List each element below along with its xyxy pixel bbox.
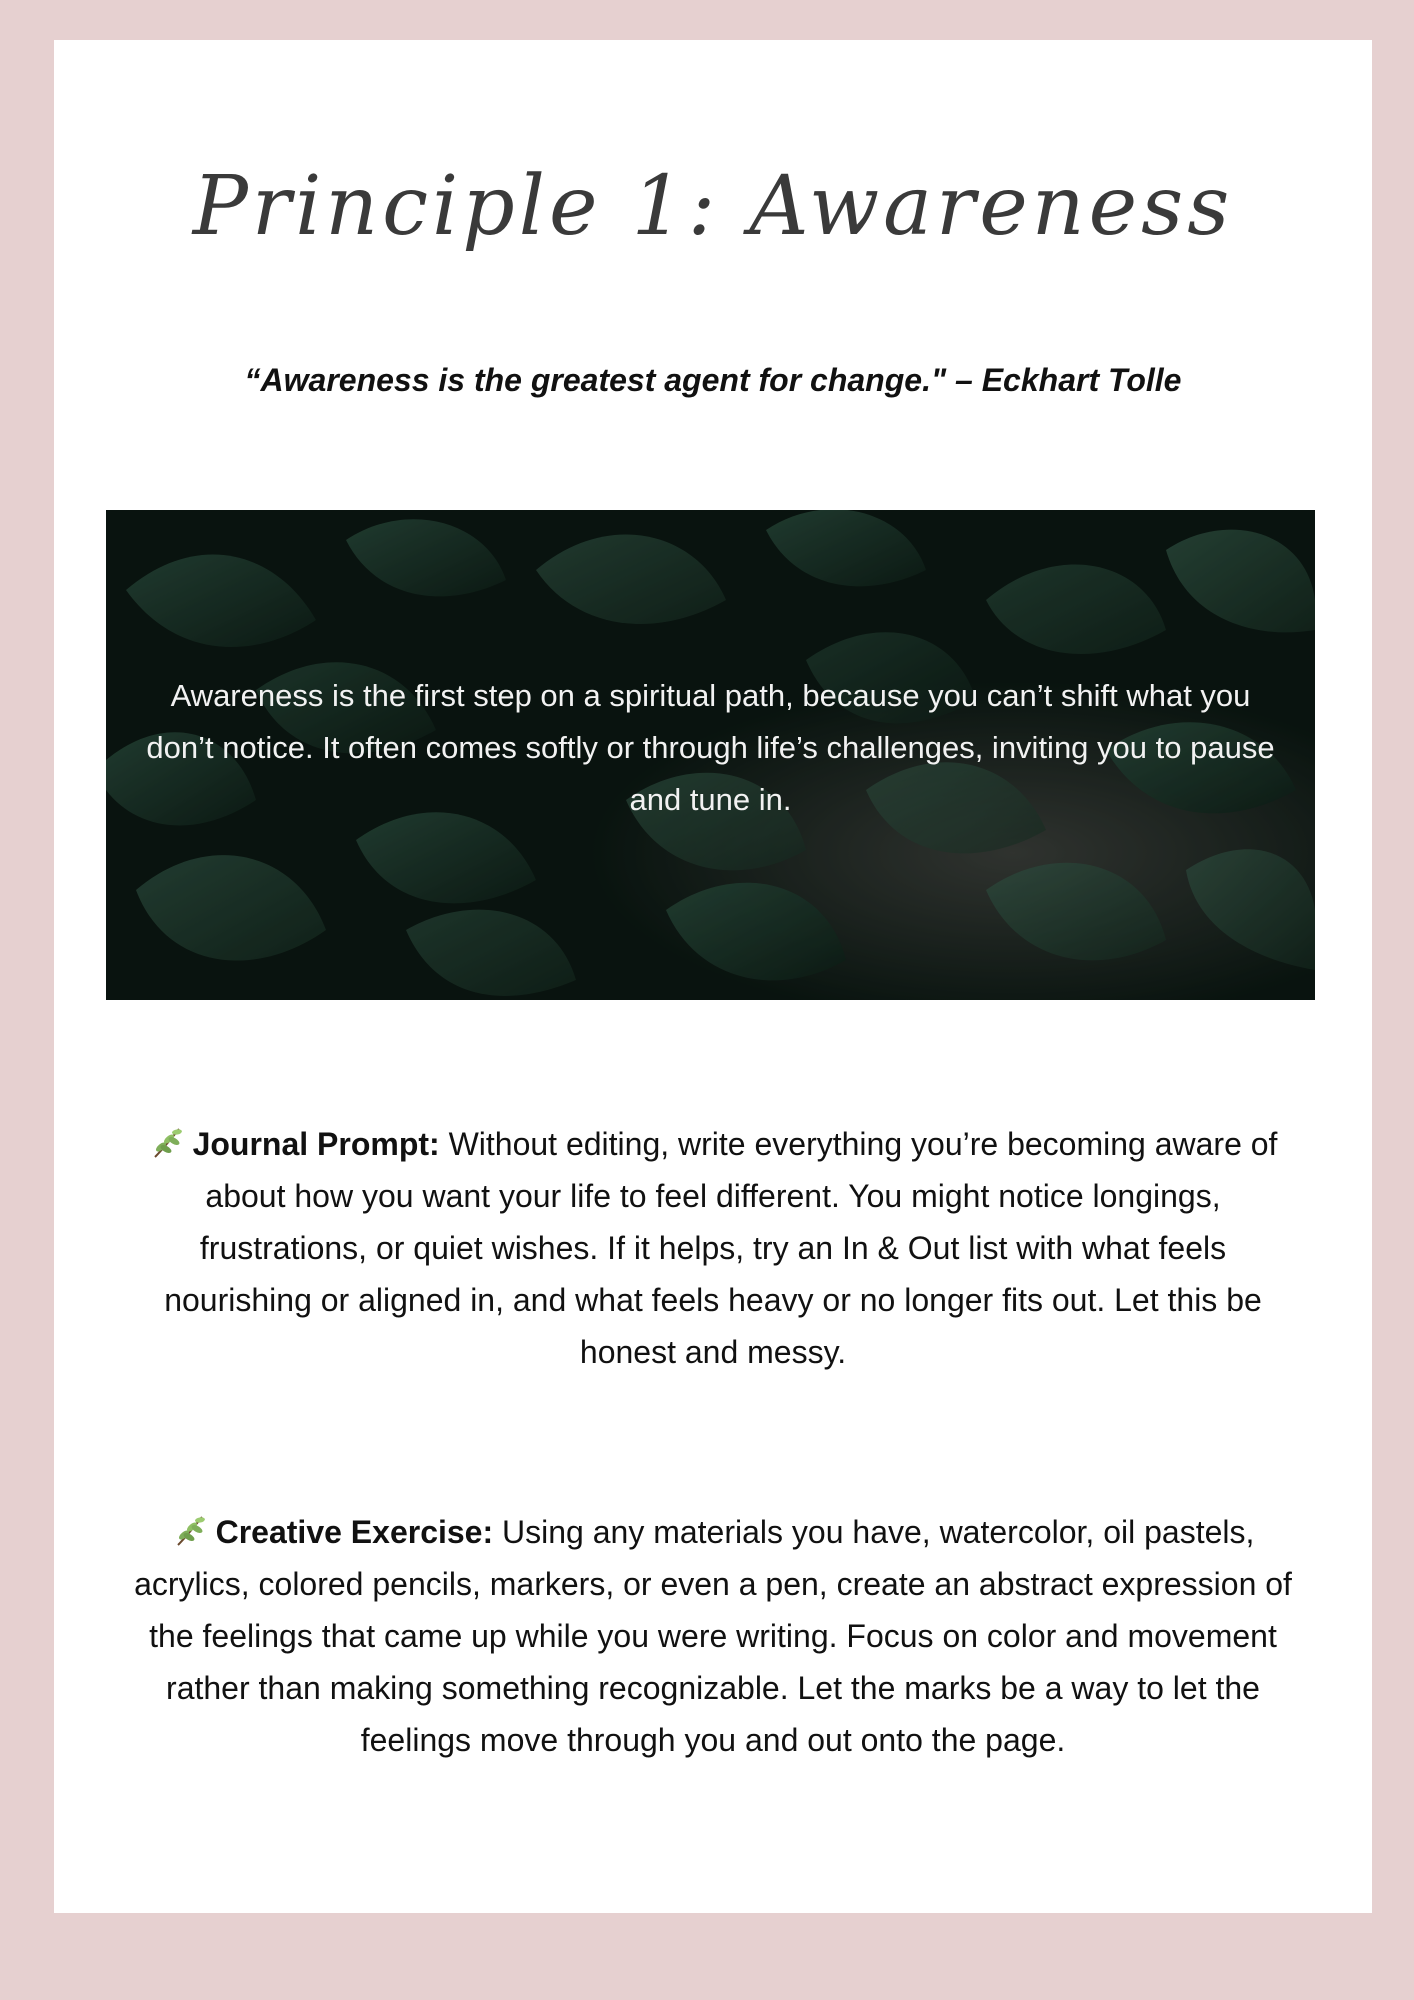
document-page bbox=[54, 40, 1372, 1913]
leaves-banner bbox=[106, 510, 1315, 1000]
journal-prompt-label: Journal Prompt: bbox=[192, 1126, 440, 1162]
herb-sprig-icon bbox=[172, 1512, 208, 1548]
journal-prompt-text: Without editing, write everything you’re becoming aware of about how you want your life to feel different. You might notice longings, frustrations, or quiet wishes. If it helps, try an In & Out list with what feels nourishing or aligned in, and what feels heavy or no longer fits out. Let this be honest and messy. bbox=[164, 1126, 1278, 1370]
creative-exercise bbox=[124, 1506, 1302, 1766]
herb-sprig-icon bbox=[149, 1124, 185, 1160]
quote: “Awareness is the greatest agent for change." – Eckhart Tolle bbox=[244, 362, 1182, 398]
banner-text: Awareness is the first step on a spiritual path, because you can’t shift what you don’t notice. It often comes softly or through life’s challenges, inviting you to pause and tune in. bbox=[146, 678, 1275, 817]
creative-exercise-label: Creative Exercise: bbox=[215, 1514, 494, 1550]
page-title: Principle 1: Awareness bbox=[192, 159, 1234, 254]
journal-prompt bbox=[124, 1118, 1302, 1378]
creative-exercise-text: Using any materials you have, watercolor, oil pastels, acrylics, colored pencils, markers, or even a pen, create an abstract expression of the feelings that came up while you were writing. Focus on color and movement rather than making something recognizable. Let the marks be a way to let the feelings move through you and out onto the page. bbox=[134, 1514, 1292, 1758]
